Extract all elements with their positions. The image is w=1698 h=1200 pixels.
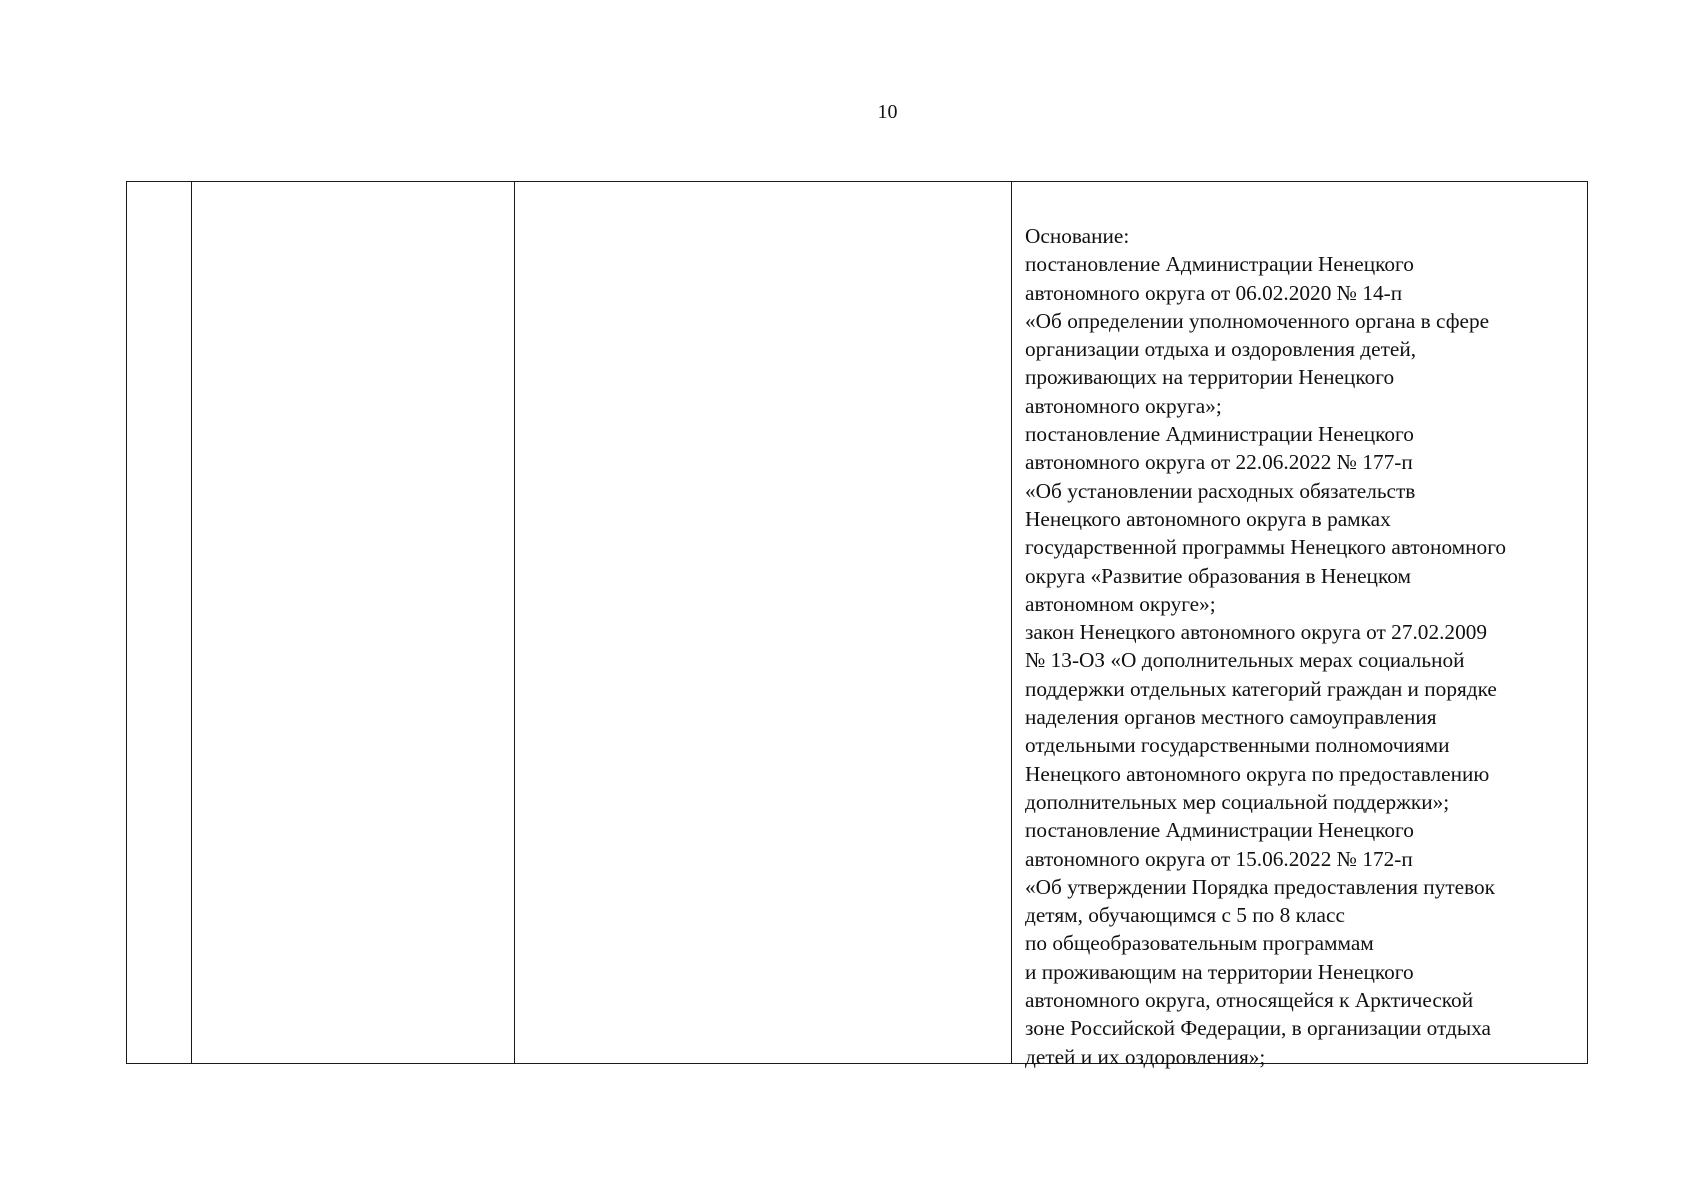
- basis-line: автономного округа»;: [1025, 393, 1222, 418]
- basis-line: наделения органов местного самоуправления: [1025, 705, 1437, 730]
- basis-line: Ненецкого автономного округа в рамках: [1025, 506, 1391, 531]
- page-number: 10: [877, 101, 898, 123]
- basis-line: округа «Развитие образования в Ненецком: [1025, 563, 1411, 588]
- basis-line: поддержки отдельных категорий граждан и порядке: [1025, 676, 1497, 701]
- basis-line: детям, обучающимся с 5 по 8 класс: [1025, 903, 1345, 928]
- basis-line: Основание:: [1025, 224, 1130, 248]
- basis-line: постановление Администрации Ненецкого: [1025, 818, 1414, 843]
- basis-line: по общеобразовательным программам: [1025, 931, 1374, 956]
- basis-line: № 13-ОЗ «О дополнительных мерах социальной: [1025, 648, 1465, 673]
- basis-line: организации отдыха и оздоровления детей,: [1025, 337, 1417, 362]
- basis-line: автономном округе»;: [1025, 591, 1216, 616]
- basis-line: «Об определении уполномоченного органа в сфере: [1025, 308, 1490, 333]
- table-cell-basis: [1012, 182, 1587, 1069]
- basis-line: постановление Администрации Ненецкого: [1025, 252, 1414, 277]
- table-cell-name: [192, 182, 515, 1063]
- basis-line: автономного округа от 06.02.2020 № 14-п: [1025, 280, 1403, 305]
- table-cell-number: [127, 182, 192, 1063]
- table-cell-description: [515, 182, 1012, 1063]
- basis-line: дополнительных мер социальной поддержки»;: [1025, 789, 1450, 814]
- basis-line: закон Ненецкого автономного округа от 27.02.2009: [1025, 620, 1488, 645]
- basis-line: государственной программы Ненецкого автономного: [1025, 535, 1507, 560]
- basis-line: автономного округа от 22.06.2022 № 177-п: [1025, 450, 1413, 475]
- basis-line: автономного округа, относящейся к Арктической: [1025, 988, 1474, 1013]
- basis-line: автономного округа от 15.06.2022 № 172-п: [1025, 846, 1413, 871]
- basis-line: постановление Администрации Ненецкого: [1025, 422, 1414, 447]
- basis-line: проживающих на территории Ненецкого: [1025, 365, 1395, 390]
- basis-line: зоне Российской Федерации, в организации отдыха: [1025, 1016, 1492, 1041]
- basis-line: отдельными государственными полномочиями: [1025, 733, 1450, 758]
- document-table: [126, 181, 1588, 1069]
- basis-line: Ненецкого автономного округа по предоставлению: [1025, 761, 1490, 786]
- basis-line: и проживающим на территории Ненецкого: [1025, 959, 1414, 984]
- basis-line: детей и их оздоровления»;: [1025, 1044, 1266, 1069]
- basis-line: «Об утверждении Порядка предоставления путевок: [1025, 874, 1495, 899]
- basis-line: «Об установлении расходных обязательств: [1025, 478, 1416, 503]
